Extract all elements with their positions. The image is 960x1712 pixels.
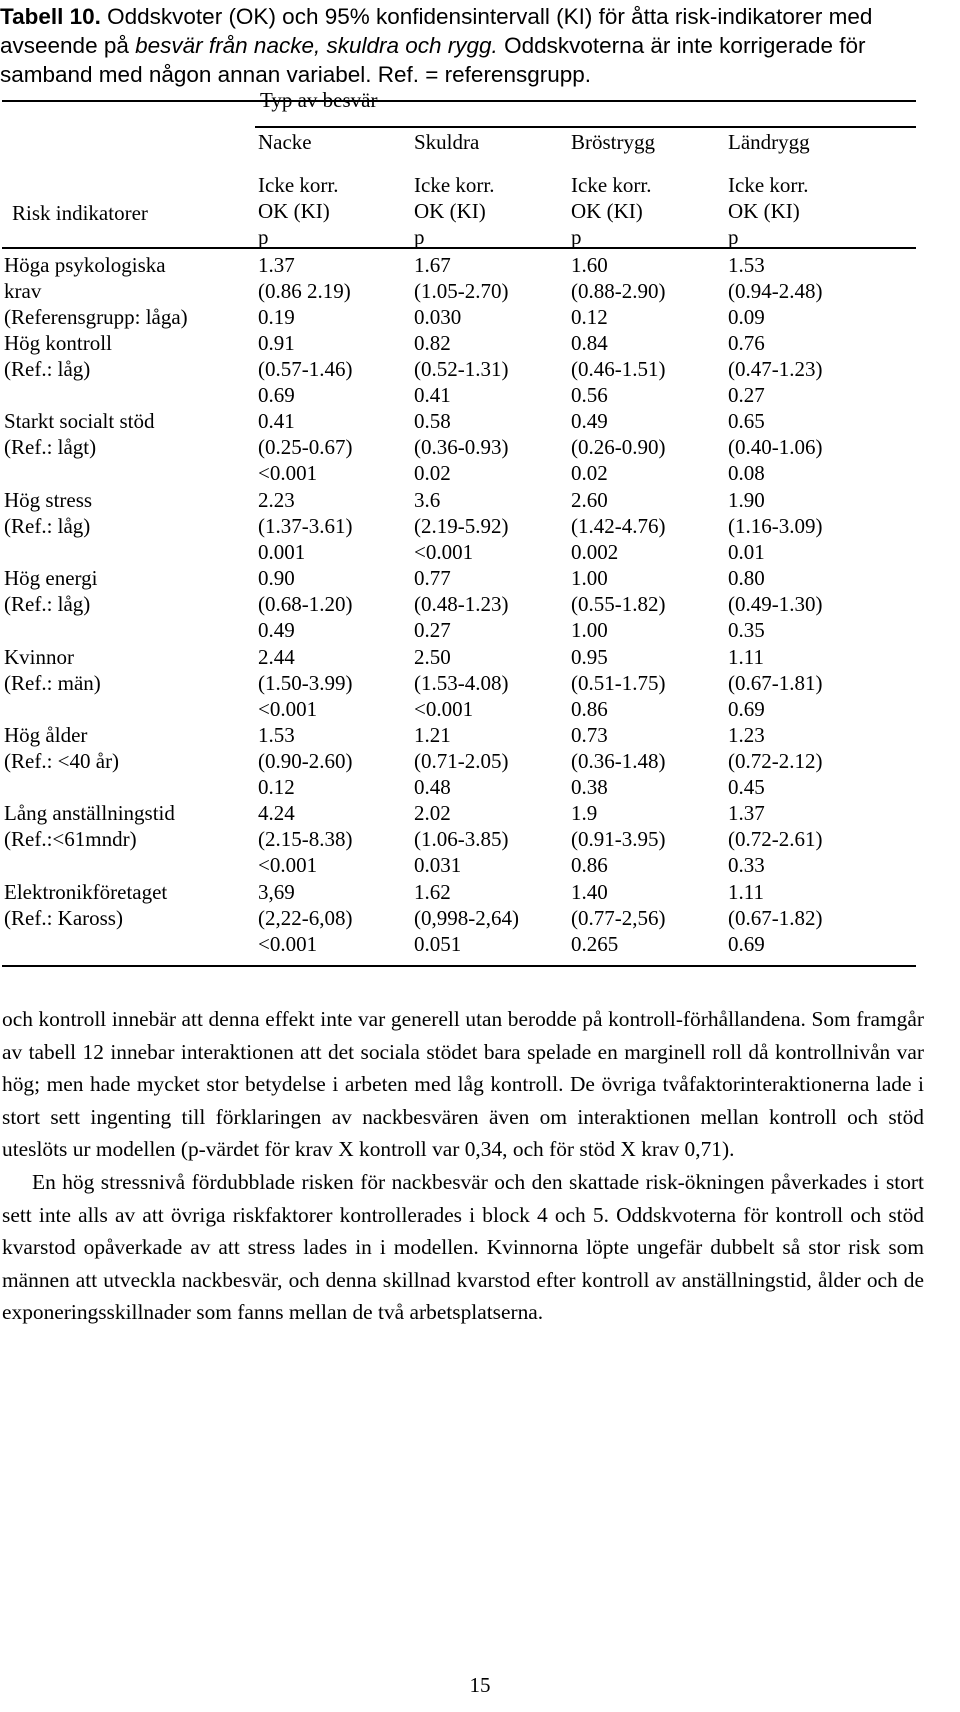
caption-label: Tabell 10.	[0, 4, 101, 29]
odds-ratio: 0.49	[571, 409, 608, 433]
odds-ratio: 0.84	[571, 331, 608, 355]
odds-ratio: 0.95	[571, 645, 608, 669]
p-value: 0.49	[258, 618, 295, 642]
odds-ratio: 1.11	[728, 645, 764, 669]
confidence-interval: (0.52-1.31)	[414, 357, 509, 381]
p-value: 0.45	[728, 775, 765, 799]
confidence-interval: (0.48-1.23)	[414, 592, 509, 616]
paragraph-1: och kontroll innebär att denna effekt inte var generell utan berodde på kontroll-förhållandena. Som framgår av tabell 12 innebar interaktionen att det sociala stödet bara spelade en marginell roll då kontrollnivån var hög; men hade mycket stor betydelse i arbeten med låg kontroll. De övriga tvåfaktorinteraktionerna lade i stort sett ingenting till förklaringen av nackbesvären även om interaktionen mellan kontroll och stöd uteslöts ur modellen (p-värdet för krav X kontroll var 0,34, och för stöd X krav 0,71).	[2, 1007, 924, 1162]
confidence-interval: (0.72-2.12)	[728, 749, 823, 773]
row-label: Hög stress	[4, 488, 93, 512]
odds-ratio: 3,69	[258, 880, 295, 904]
subheader-p: p	[728, 225, 739, 249]
p-value: <0.001	[258, 853, 318, 877]
p-value: 0.48	[414, 775, 451, 799]
p-value: 0.02	[571, 461, 608, 485]
odds-ratio: 3.6	[414, 488, 441, 512]
subheader-ok-ki: OK (KI)	[571, 199, 643, 223]
row-label: Höga psykologiska	[4, 253, 166, 277]
confidence-interval: (0.67-1.82)	[728, 906, 823, 930]
confidence-interval: (0.72-2.61)	[728, 827, 823, 851]
subheader-p: p	[258, 225, 269, 249]
confidence-interval: (1.37-3.61)	[258, 514, 353, 538]
odds-ratio: 2.02	[414, 801, 451, 825]
row-label: Starkt socialt stöd	[4, 409, 155, 433]
p-value: 0.69	[728, 932, 765, 956]
odds-ratio: 0.77	[414, 566, 451, 590]
row-label: Kvinnor	[4, 645, 74, 669]
p-value: 0.38	[571, 775, 608, 799]
p-value: 0.02	[414, 461, 451, 485]
confidence-interval: (2.15-8.38)	[258, 827, 353, 851]
confidence-interval: (1.50-3.99)	[258, 671, 353, 695]
row-label: (Ref.: män)	[4, 671, 101, 695]
p-value: 0.01	[728, 540, 765, 564]
p-value: 0.001	[258, 540, 306, 564]
p-value: 0.09	[728, 305, 765, 329]
confidence-interval: (1.42-4.76)	[571, 514, 666, 538]
group-header: Typ av besvär	[260, 88, 378, 112]
subheader-ok-ki: OK (KI)	[728, 199, 800, 223]
subheader-icke-korr: Icke korr.	[414, 173, 495, 197]
confidence-interval: (0.25-0.67)	[258, 435, 353, 459]
table-bottom-rule	[2, 965, 916, 967]
p-value: 1.00	[571, 618, 608, 642]
odds-ratio: 1.37	[258, 253, 295, 277]
p-value: 0.35	[728, 618, 765, 642]
p-value: 0.69	[258, 383, 295, 407]
p-value: 0.12	[571, 305, 608, 329]
p-value: <0.001	[414, 540, 474, 564]
confidence-interval: (0.86 2.19)	[258, 279, 351, 303]
odds-ratio: 2.50	[414, 645, 451, 669]
odds-ratio: 1.21	[414, 723, 451, 747]
subheader-ok-ki: OK (KI)	[414, 199, 486, 223]
confidence-interval: (0.91-3.95)	[571, 827, 666, 851]
row-header: Risk indikatorer	[12, 201, 148, 225]
row-label: (Ref.: Kaross)	[4, 906, 123, 930]
row-label: Elektronikföretaget	[4, 880, 168, 904]
odds-ratio: 1.9	[571, 801, 598, 825]
header-bottom-rule	[2, 247, 916, 249]
table-top-rule	[2, 100, 916, 102]
row-label: (Ref.: låg)	[4, 357, 91, 381]
p-value: 0.265	[571, 932, 619, 956]
p-value: 0.33	[728, 853, 765, 877]
odds-ratio: 1.67	[414, 253, 451, 277]
p-value: <0.001	[258, 461, 318, 485]
row-label: (Ref.: låg)	[4, 592, 91, 616]
odds-ratio: 0.90	[258, 566, 295, 590]
p-value: 0.27	[414, 618, 451, 642]
row-label: Hög kontroll	[4, 331, 112, 355]
confidence-interval: (2.19-5.92)	[414, 514, 509, 538]
p-value: 0.12	[258, 775, 295, 799]
odds-ratio: 1.11	[728, 880, 764, 904]
row-label: (Referensgrupp: låga)	[4, 305, 188, 329]
table-caption	[0, 2, 920, 89]
row-label: Lång anställningstid	[4, 801, 175, 825]
column-header: Ländrygg	[728, 130, 810, 154]
p-value: 0.19	[258, 305, 295, 329]
subheader-icke-korr: Icke korr.	[728, 173, 809, 197]
odds-ratio: 0.80	[728, 566, 765, 590]
confidence-interval: (1.16-3.09)	[728, 514, 823, 538]
confidence-interval: (1.06-3.85)	[414, 827, 509, 851]
page-number: 15	[469, 1673, 491, 1697]
confidence-interval: (0,998-2,64)	[414, 906, 519, 930]
p-value: 0.41	[414, 383, 451, 407]
odds-ratio: 0.82	[414, 331, 451, 355]
p-value: 0.86	[571, 853, 608, 877]
caption-text: Oddskvoter (OK) och 95% konfidensintervall (KI) för åtta risk-indikatorer med avseende på	[0, 4, 873, 58]
confidence-interval: (0.90-2.60)	[258, 749, 353, 773]
caption-text-end: Oddskvoterna är inte korrigerade för samband med någon annan variabel. Ref. = referensgrupp.	[0, 33, 866, 87]
odds-ratio: 0.58	[414, 409, 451, 433]
row-label: (Ref.:<61mndr)	[4, 827, 137, 851]
confidence-interval: (0.67-1.81)	[728, 671, 823, 695]
odds-ratio: 4.24	[258, 801, 295, 825]
row-label: (Ref.: låg)	[4, 514, 91, 538]
p-value: 0.69	[728, 697, 765, 721]
odds-ratio: 0.65	[728, 409, 765, 433]
confidence-interval: (0.36-0.93)	[414, 435, 509, 459]
confidence-interval: (0.68-1.20)	[258, 592, 353, 616]
odds-ratio: 0.76	[728, 331, 765, 355]
p-value: 0.002	[571, 540, 619, 564]
subheader-p: p	[571, 225, 582, 249]
confidence-interval: (1.53-4.08)	[414, 671, 509, 695]
odds-ratio: 0.41	[258, 409, 295, 433]
odds-ratio: 0.91	[258, 331, 295, 355]
odds-ratio: 1.40	[571, 880, 608, 904]
odds-ratio: 1.00	[571, 566, 608, 590]
confidence-interval: (0.26-0.90)	[571, 435, 666, 459]
confidence-interval: (0.88-2.90)	[571, 279, 666, 303]
confidence-interval: (0.94-2.48)	[728, 279, 823, 303]
confidence-interval: (0.57-1.46)	[258, 357, 353, 381]
odds-ratio: 1.53	[728, 253, 765, 277]
body-text	[2, 1003, 924, 1329]
p-value: 0.27	[728, 383, 765, 407]
confidence-interval: (0.49-1.30)	[728, 592, 823, 616]
row-label: Hög energi	[4, 566, 98, 590]
row-label: krav	[4, 279, 42, 303]
odds-ratio: 1.90	[728, 488, 765, 512]
p-value: 0.08	[728, 461, 765, 485]
subheader-icke-korr: Icke korr.	[571, 173, 652, 197]
row-label: Hög ålder	[4, 723, 88, 747]
p-value: 0.031	[414, 853, 462, 877]
odds-ratio: 1.60	[571, 253, 608, 277]
paragraph-2: En hög stressnivå fördubblade risken för nackbesvär och den skattade risk-ökningen påverkades i stort sett inte alls av att övriga riskfaktorer kontrollerades i block 4 och 5. Oddskvoterna för kontroll och stöd kvarstod opåverkade av att stress lades in i modellen. Kvinnorna löpte ungefär dubbelt så stor risk som männen att utveckla nackbesvär, och denna skillnad kvarstod efter kontroll av anställningstid, ålder och de exponeringsskillnader som fanns mellan de två arbetsplatserna.	[2, 1169, 924, 1325]
p-value: 0.030	[414, 305, 462, 329]
confidence-interval: (1.05-2.70)	[414, 279, 509, 303]
confidence-interval: (0.55-1.82)	[571, 592, 666, 616]
p-value: 0.56	[571, 383, 608, 407]
p-value: 0.051	[414, 932, 462, 956]
odds-ratio: 1.53	[258, 723, 295, 747]
column-header: Skuldra	[414, 130, 480, 154]
confidence-interval: (0.51-1.75)	[571, 671, 666, 695]
odds-ratio: 1.62	[414, 880, 451, 904]
p-value: <0.001	[414, 697, 474, 721]
confidence-interval: (0.71-2.05)	[414, 749, 509, 773]
confidence-interval: (0.77-2,56)	[571, 906, 666, 930]
row-label: (Ref.: lågt)	[4, 435, 97, 459]
odds-ratio: 1.37	[728, 801, 765, 825]
p-value: <0.001	[258, 932, 318, 956]
subheader-icke-korr: Icke korr.	[258, 173, 339, 197]
confidence-interval: (0.47-1.23)	[728, 357, 823, 381]
subheader-ok-ki: OK (KI)	[258, 199, 330, 223]
confidence-interval: (2,22-6,08)	[258, 906, 353, 930]
column-header: Nacke	[258, 130, 312, 154]
odds-ratio: 2.60	[571, 488, 608, 512]
caption-italic: besvär från nacke, skuldra och rygg.	[135, 33, 498, 58]
odds-ratio: 1.23	[728, 723, 765, 747]
confidence-interval: (0.46-1.51)	[571, 357, 666, 381]
subheader-p: p	[414, 225, 425, 249]
column-header: Bröstrygg	[571, 130, 655, 154]
confidence-interval: (0.36-1.48)	[571, 749, 666, 773]
odds-ratio: 2.44	[258, 645, 295, 669]
row-label: (Ref.: <40 år)	[4, 749, 120, 773]
odds-ratio: 2.23	[258, 488, 295, 512]
p-value: 0.86	[571, 697, 608, 721]
odds-ratio: 0.73	[571, 723, 608, 747]
confidence-interval: (0.40-1.06)	[728, 435, 823, 459]
p-value: <0.001	[258, 697, 318, 721]
